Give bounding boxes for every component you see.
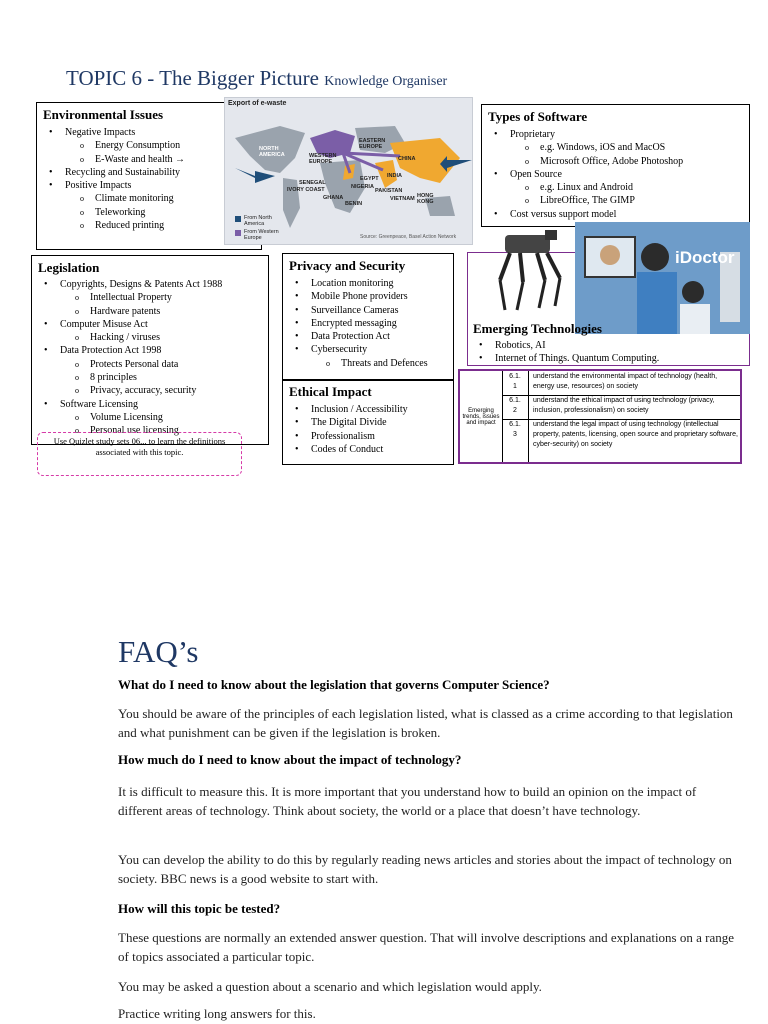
list-item: • Open Source [488,168,749,181]
list-item: • Negative Impacts [43,126,261,139]
spec-code: 6.1. 2 [502,395,529,419]
list-item: • Recycling and Sustainability [43,166,261,179]
map-source: Source: Greenpeace, Basel Action Network [360,234,457,240]
map-label-nigeria: NIGERIA [351,184,374,190]
list-item: • Positive Impacts [43,179,261,192]
list-item: o Climate monitoring [43,192,261,205]
list-item: o e.g. Linux and Android [488,181,749,194]
map-legend-western-europe: From Western Europe [244,229,279,241]
types-of-software-box [481,104,750,227]
spec-desc: understand the legal impact of using technology (intellectual property, patents, licensing, open source and proprietary software, cyber-security) on society [533,421,738,448]
map-label-ghana: GHANA [323,195,344,201]
quizlet-note: Use Quizlet study sets 06... to learn the definitions associated with this topic. [37,432,242,476]
emerging-list [473,339,748,366]
map-label-india: INDIA [387,173,402,179]
spec-code: 6.1. 1 [502,371,529,395]
spec-desc: understand the ethical impact of using technology (privacy, inclusion, professionalism) on society [533,397,715,414]
list-item: • Professionalism [289,430,453,443]
list-item: o Protects Personal data [38,358,268,371]
faq-answer-1: You should be aware of the principles of each legislation listed, what is classed as a crime according to that legislation and what punishment can be given if the legislation is broken. [118,706,733,740]
idoctor-label: iDoctor [675,248,735,267]
faq-answer-3c: Practice writing long answers for this. [118,1006,316,1021]
list-item: • Encrypted messaging [289,317,453,330]
map-label-eastern-europe: EASTERN EUROPE [359,138,386,150]
list-item: • Surveillance Cameras [289,304,453,317]
list-item: • Mobile Phone providers [289,290,453,303]
list-item: • Cybersecurity [289,343,453,356]
list-item: o Privacy, accuracy, security [38,384,268,397]
list-item: o Energy Consumption [43,139,261,152]
ethical-heading: Ethical Impact [289,384,372,399]
map-label-western-europe: WESTERN EUROPE [309,153,337,165]
list-item: • Codes of Conduct [289,443,453,456]
list-item: • Robotics, AI [473,339,748,352]
list-item: • Cost versus support model [488,208,749,221]
faq-answer-3b: You may be asked a question about a scenario and which legislation would apply. [118,979,542,994]
map-label-china: CHINA [398,156,416,162]
list-item: • Software Licensing [38,398,268,411]
privacy-list [289,277,453,370]
legislation-list [38,278,268,438]
list-item: • Internet of Things. Quantum Computing. [473,352,748,365]
list-item: • The Digital Divide [289,416,453,429]
spec-table [458,369,742,464]
legislation-box [31,255,269,445]
list-item: o LibreOffice, The GIMP [488,194,749,207]
list-item: o Reduced printing [43,219,261,232]
e-waste-map-image [224,97,473,245]
environmental-heading: Environmental Issues [43,107,164,122]
list-item: o Personal use licensing [38,424,268,437]
faq-answer-2a: It is difficult to measure this. It is more important that you understand how to build an opinion on the impact of different areas of technology. Think about society, the world or a place that doesn’t have technology. [118,784,697,818]
map-label-senegal: SENEGAL [299,180,326,186]
map-label-ivory-coast: IVORY COAST [287,187,325,193]
map-label-vietnam: VIETNAM [390,196,415,202]
page-title [66,66,447,91]
list-item: o Volume Licensing [38,411,268,424]
list-item: o Hacking / viruses [38,331,268,344]
spec-row [502,419,740,462]
privacy-heading: Privacy and Security [289,258,406,273]
map-label-north-america: NORTH AMERICA [259,146,285,158]
list-item: o 8 principles [38,371,268,384]
faq-question-1: What do I need to know about the legislation that governs Computer Science? [118,677,550,692]
robot-dog-graphic [475,220,575,320]
emerging-content [473,321,748,366]
privacy-security-box [282,253,454,380]
robot-dog-image [475,220,575,320]
list-item: o Teleworking [43,206,261,219]
ethical-impact-box [282,380,454,465]
map-label-pakistan: PAKISTAN [375,188,403,194]
spec-code: 6.1. 3 [502,419,529,462]
faq-answer-3a: These questions are normally an extended answer question. That will involve descriptions and explanations on a range of topics associated a particular topic. [118,930,735,964]
idoctor-graphic [575,222,750,334]
list-item: • Copyrights, Designs & Patents Act 1988 [38,278,268,291]
list-item: o Microsoft Office, Adobe Photoshop [488,155,749,168]
title-subtitle: Knowledge Organiser [324,74,448,89]
ethical-list [289,403,453,456]
map-legend-north-america: From North America [244,215,272,227]
legislation-heading: Legislation [38,260,100,275]
map-label-egypt: EGYPT [360,176,379,182]
spec-label: Emerging trends, issues and impact [460,371,503,462]
list-item: • Data Protection Act 1998 [38,344,268,357]
map-label-benin: BENIN [345,201,363,207]
list-item: • Computer Misuse Act [38,318,268,331]
list-item: o Threats and Defences [289,357,453,370]
list-item: • Data Protection Act [289,330,453,343]
list-item: o Hardware patents [38,305,268,318]
map-label-hong-kong: HONG KONG [417,193,434,205]
spec-row [502,371,740,396]
faq-answer-2b: You can develop the ability to do this by regularly reading news articles and stories about the impact of technology on society. BBC news is a good website to start with. [118,852,732,886]
idoctor-image [575,222,750,334]
spec-row [502,395,740,420]
title-main: TOPIC 6 - The Bigger Picture [66,66,319,90]
faq-question-2: How much do I need to know about the impact of technology? [118,752,462,767]
list-item: • Inclusion / Accessibility [289,403,453,416]
faq-heading: FAQ’s [118,634,199,669]
list-item: • Proprietary [488,128,749,141]
emerging-heading: Emerging Technologies [473,321,602,336]
spec-desc: understand the environmental impact of technology (health, energy use, resources) on society [533,373,718,390]
software-heading: Types of Software [488,109,588,124]
list-item: • Location monitoring [289,277,453,290]
list-item: o E-Waste and health → [43,153,261,166]
software-list [488,128,749,221]
list-item: o e.g. Windows, iOS and MacOS [488,141,749,154]
map-title: Export of e-waste [228,100,287,107]
faq-question-3: How will this topic be tested? [118,901,281,916]
list-item: o Intellectual Property [38,291,268,304]
